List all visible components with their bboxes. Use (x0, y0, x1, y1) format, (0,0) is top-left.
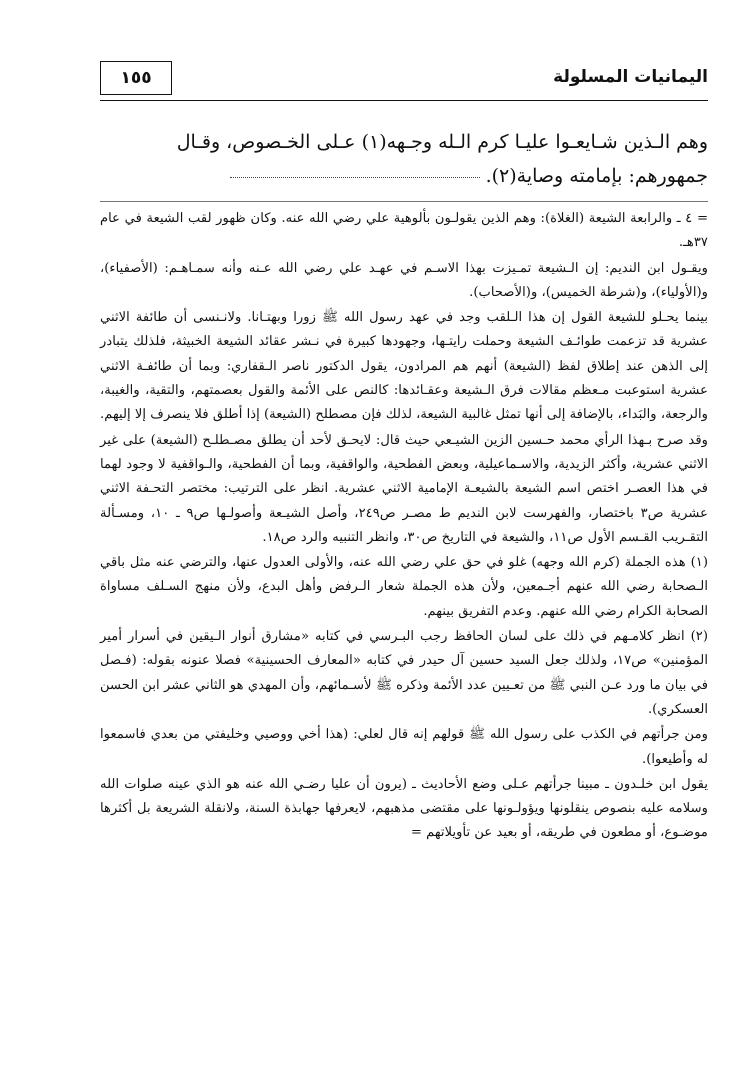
page-number: ١٥٥ (100, 61, 172, 95)
footnote-divider (100, 201, 708, 202)
footnote-paragraph: ومن جرأتهم في الكذب على رسول الله ﷺ قولهم إنه قال لعلي: (هذا أخي ووصيي وخليفتي من بعدي فاسمعوا له وأطيعوا). (100, 727, 708, 767)
footnote-paragraph: بينما يحـلو للشيعة القول إن هذا الـلقب وجد في عهد رسول الله ﷺ زورا وبهتـانا. ولانـنسى أن طائفة الاثني عشرية قد تزعمت طوائـف الشيعة وحملت رايتـها، وجهودها كبيرة في نـشر عقائد الشيعة الخبيثة، فلذلك يتبادر إلى الذهن عند إطلاق لفظ (الشيعة) أنهم هم المرادون، يقول الدكتور ناصر الـقفاري: وبما أن طائفـة الاثني عشرية استوعبت مـعظم مقالات فرق الـشيعة وعقـائدها: كالنص على الأئمة والقول بعصمتهم، والتقية، والغيبة، والرجعة، والبَداء، بالإضافة إلى أنها تمثل غالبية الشيعة، لذلك فإن مصطلح (الشيعة) إذا أطلق فلا ينصرف إلا إليهم. (100, 310, 708, 423)
main-text-line: وهم الـذين شـايعـوا عليـا كرم الـله وجـهه(١) عـلى الخـصوص، وقـال (176, 131, 708, 153)
footnote-paragraph: = ٤ ـ والرابعة الشيعة (الغلاة): وهم الذين يقولـون بألوهية علي رضي الله عنه. وكان ظهور لقب الشيعة في عام ٣٧هـ. (100, 211, 708, 251)
footnote-paragraph: وقد صرح بـهذا الرأي محمد حـسين الزين الشيـعي حيث قال: لايحـق لأحد أن يطلق مصـطلـح (الشيعة) على غير الاثني عشرية، وأكثر الزيدية، والاسـماعيلية، وبعض الفطحية، والواقفية، وبما أن الفطحية، والـواقفية لا وجود لهما في هذا العصـر اختص اسم الشيعة بالشيعـة الإمامية الاثني عشرية. انظر على الترتيب: مختصر التحـفة الاثني عشرية ص٣ باختصار، والفهرست لابن النديم ط مصـر ص٢٤٩، وأصل الشيـعة وأصولـها ص٩ ـ ١٠، ومسـألة التقـريب القـسم الأول ص١١، والشيعة في التاريخ ص٣٠، وانظر التنبيه والرد ص١٨. (100, 432, 709, 545)
header-divider (100, 100, 708, 101)
footnote-paragraph: ويقـول ابن النديم: إن الـشيعة تمـيزت بهذا الاسـم في عهـد علي رضي الله عـنه وأنه سمـاهـم: (الأصفياء)، و(الأولياء)، و(شرطة الخميس)، و(الأصحاب). (100, 260, 708, 300)
main-text (100, 125, 708, 193)
dotted-leader (230, 176, 480, 178)
running-title: اليمانيات المسلولة (553, 67, 708, 87)
page-header (100, 61, 708, 95)
footnote-paragraph: يقول ابن خلـدون ـ مبينا جرأتهم عـلى وضع الأحاديث ـ (يرون أن عليا رضـي الله عنه هو الذي عينه صلوات الله وسلامه عليه بنصوص ينقلونها ويؤولـونها على مقتضى مذهبهم، لايعرفها جهابذة السنة، ولانقلة الشريعة بل أكثرها موضـوع، أو مطعون في طريقه، أو بعيد عن تأويلاتهم = (100, 776, 708, 841)
footnote-2: (٢) انظر كلامـهم في ذلك على لسان الحافظ رجب البـرسي في كتابه «مشارق أنوار الـيقين في أسرار أمير المؤمنين» ص١٧، ولذلك جعل السيد حسين آل حيدر في كتابه «المعارف الحسينية» فصلا عنونه بقوله: (فـصل في بيان ما ورد عـن النبي ﷺ من تعـيين عدد الأئمة وذكره ﷺ لأسـمائهم، وأن المهدي هو الثاني عشر ابن الحسن العسكري). (100, 629, 708, 717)
footnote-1: (١) هذه الجملة (كرم الله وجهه) غلو في حق علي رضي الله عنه، والأولى العدول عنها، والترضي عنه مثل باقي الـصحابة رضي الله عنهم أجـمعين، ولأن هذه الجملة شعار الـرفض وأهل البدع، ولأن منهج السـلف مساواة الصحابة الكرام رضي الله عنهم. وعدم التفريق بينهم. (100, 555, 708, 619)
footnotes (100, 207, 708, 847)
page (100, 55, 708, 1055)
main-text-line: جمهورهم: بإمامته وصاية(٢). (100, 159, 708, 193)
